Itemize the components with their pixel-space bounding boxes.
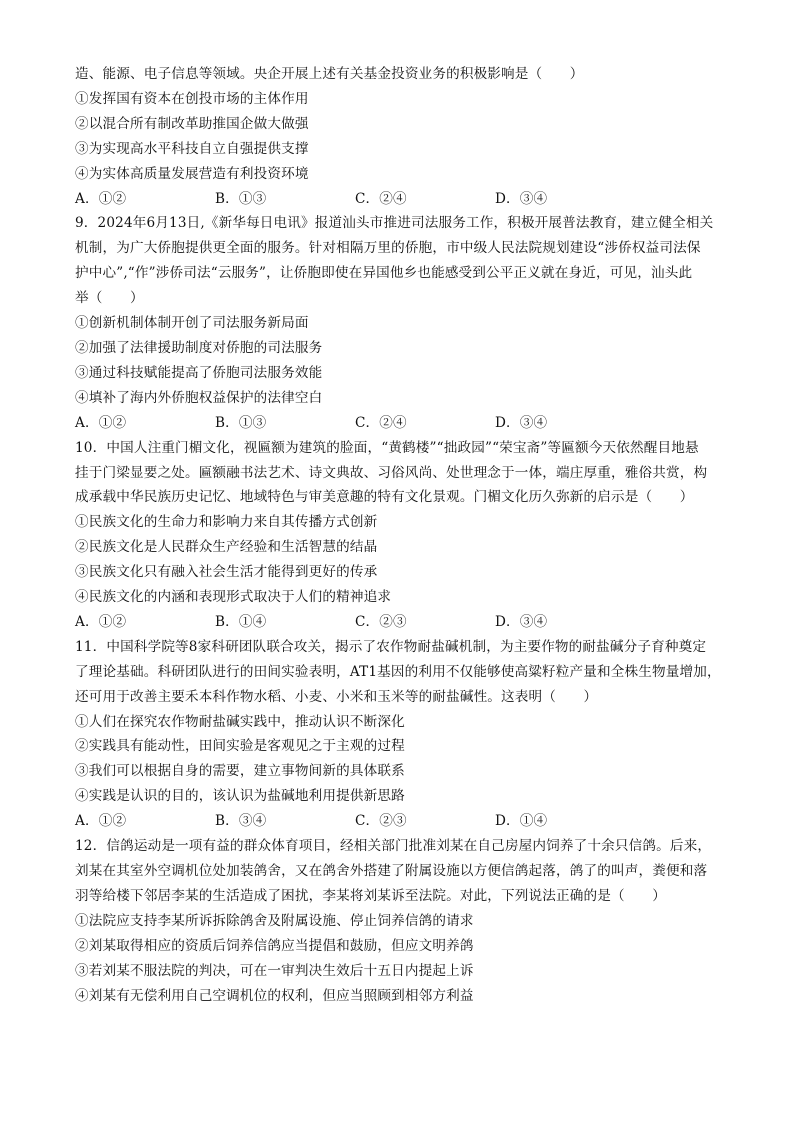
question-12-stem-line-1: 12．信鸽运动是一项有益的群众体育项目，经相关部门批准刘某在自己房屋内饲养了十余只信鸽。后来， [75,838,712,855]
question-11-option-a: A．①② [75,813,127,830]
question-9-option-c: C．②④ [355,414,407,431]
question-8-option-a: A．①② [75,190,127,207]
question-11-statement-4: ④实践是认识的目的，该认识为盐碱地利用提供新思路 [75,788,405,805]
question-8-statement-1: ①发挥国有资本在创投市场的主体作用 [75,90,309,107]
question-12-stem-line-2: 刘某在其室外空调机位处加装鸽舍，又在鸽舍外搭建了附属设施以方便信鸽起落，鸽了的叫声，粪便和落 [75,863,708,879]
question-11-stem-line-2: 了理论基础。科研团队进行的田间实验表明，AT1基因的利用不仅能够使高粱籽粒产量和全株生物量增加， [75,663,721,680]
question-10-stem-line-3: 成承载中华民族历史记忆、地域特色与审美意趣的特有文化景观。门楣文化历久弥新的启示是（ ） [75,489,694,506]
question-10-options [75,610,735,635]
question-8-stem-tail: 造、能源、电子信息等领域。央企开展上述有关基金投资业务的积极影响是（ ） [75,66,584,82]
question-12-statement-2: ②刘某取得相应的资质后饲养信鸽应当提倡和鼓励，但应文明养鸽 [75,937,474,954]
question-11-option-c: C．②③ [355,813,407,830]
question-11-option-d: D．①④ [495,813,548,830]
question-10-stem-line-2: 挂于门梁显要之处。匾额融书法艺术、诗文典故、习俗风尚、处世理念于一体，端庄厚重，雅俗共赏，构 [75,464,708,481]
question-8-option-c: C．②④ [355,190,407,207]
question-11-option-b: B．③④ [215,813,267,830]
question-9-stem-line-4: 举（ ） [75,290,144,307]
question-11-stem-line-1: 11．中国科学院等8家科研团队联合攻关，揭示了农作物耐盐碱机制，为主要作物的耐盐碱分子育种奠定 [75,638,707,655]
question-9-stem-line-1: 9．2024年6月13日,《新华每日电讯》报道汕头市推进司法服务工作，积极开展普法教育，建立健全相关 [75,215,714,232]
exam-page [75,62,735,1008]
question-9-options [75,411,735,436]
question-9-statement-3: ③通过科技赋能提高了侨胞司法服务效能 [75,364,323,381]
question-10-statement-3: ③民族文化只有融入社会生活才能得到更好的传承 [75,564,378,581]
question-11-statement-3: ③我们可以根据自身的需要，建立事物间新的具体联系 [75,763,405,780]
question-10 [75,436,735,635]
question-9-stem-line-3: 护中心”,“作”涉侨司法“云服务”，让侨胞即使在异国他乡也能感受到公平正义就在身近，可见，汕头此 [75,265,693,282]
question-10-statement-4: ④民族文化的内涵和表现形式取决于人们的精神追求 [75,589,392,606]
question-11 [75,635,735,834]
question-9-option-d: D．③④ [495,414,548,431]
question-10-option-c: C．②③ [355,613,407,630]
question-9-statement-2: ②加强了法律援助制度对侨胞的司法服务 [75,339,323,356]
question-9-option-a: A．①② [75,414,127,431]
question-10-option-a: A．①② [75,613,127,630]
question-12-stem-line-3: 羽等给楼下邻居李某的生活造成了困扰，李某将刘某诉至法院。对此，下列说法正确的是（ ） [75,887,666,904]
question-9-statement-1: ①创新机制体制开创了司法服务新局面 [75,315,309,332]
question-10-option-d: D．③④ [495,613,548,630]
question-8-options [75,187,735,212]
question-9 [75,211,735,435]
question-10-statement-1: ①民族文化的生命力和影响力来自其传播方式创新 [75,514,378,531]
question-12-statement-4: ④刘某有无偿利用自己空调机位的权利，但应当照顾到相邻方利益 [75,987,474,1004]
question-9-statement-4: ④填补了海内外侨胞权益保护的法律空白 [75,389,323,406]
question-9-stem-line-2: 机制，为广大侨胞提供更全面的服务。针对相隔万里的侨胞，市中级人民法院规划建设“涉侨权益司法保 [75,240,701,257]
question-12-statement-3: ③若刘某不服法院的判决，可在一审判决生效后十五日内提起上诉 [75,962,474,979]
question-10-stem-line-1: 10．中国人注重门楣文化，视匾额为建筑的脸面，“黄鹤楼”“拙政园”“荣宝斋”等匾额今天依然醒目地悬 [75,439,699,456]
question-8-option-d: D．③④ [495,190,548,207]
question-9-option-b: B．①③ [215,414,267,431]
question-11-statement-1: ①人们在探究农作物耐盐碱实践中，推动认识不断深化 [75,713,405,730]
question-10-option-b: B．①④ [215,613,267,630]
question-11-options [75,809,735,834]
question-12-statement-1: ①法院应支持李某所诉拆除鸽舍及附属设施、停止饲养信鸽的请求 [75,912,474,929]
question-8-statement-4: ④为实体高质量发展营造有利投资环境 [75,165,309,182]
question-11-stem-line-3: 还可用于改善主要禾本科作物水稻、小麦、小米和玉米等的耐盐碱性。这表明（ ） [75,688,598,705]
question-8-option-b: B．①③ [215,190,267,207]
question-8-statement-2: ②以混合所有制改革助推国企做大做强 [75,115,309,132]
question-11-statement-2: ②实践具有能动性，田间实验是客观见之于主观的过程 [75,738,405,755]
question-8 [75,62,735,211]
question-12 [75,834,735,1008]
question-10-statement-2: ②民族文化是人民群众生产经验和生活智慧的结晶 [75,539,378,556]
question-8-statement-3: ③为实现高水平科技自立自强提供支撑 [75,140,309,157]
